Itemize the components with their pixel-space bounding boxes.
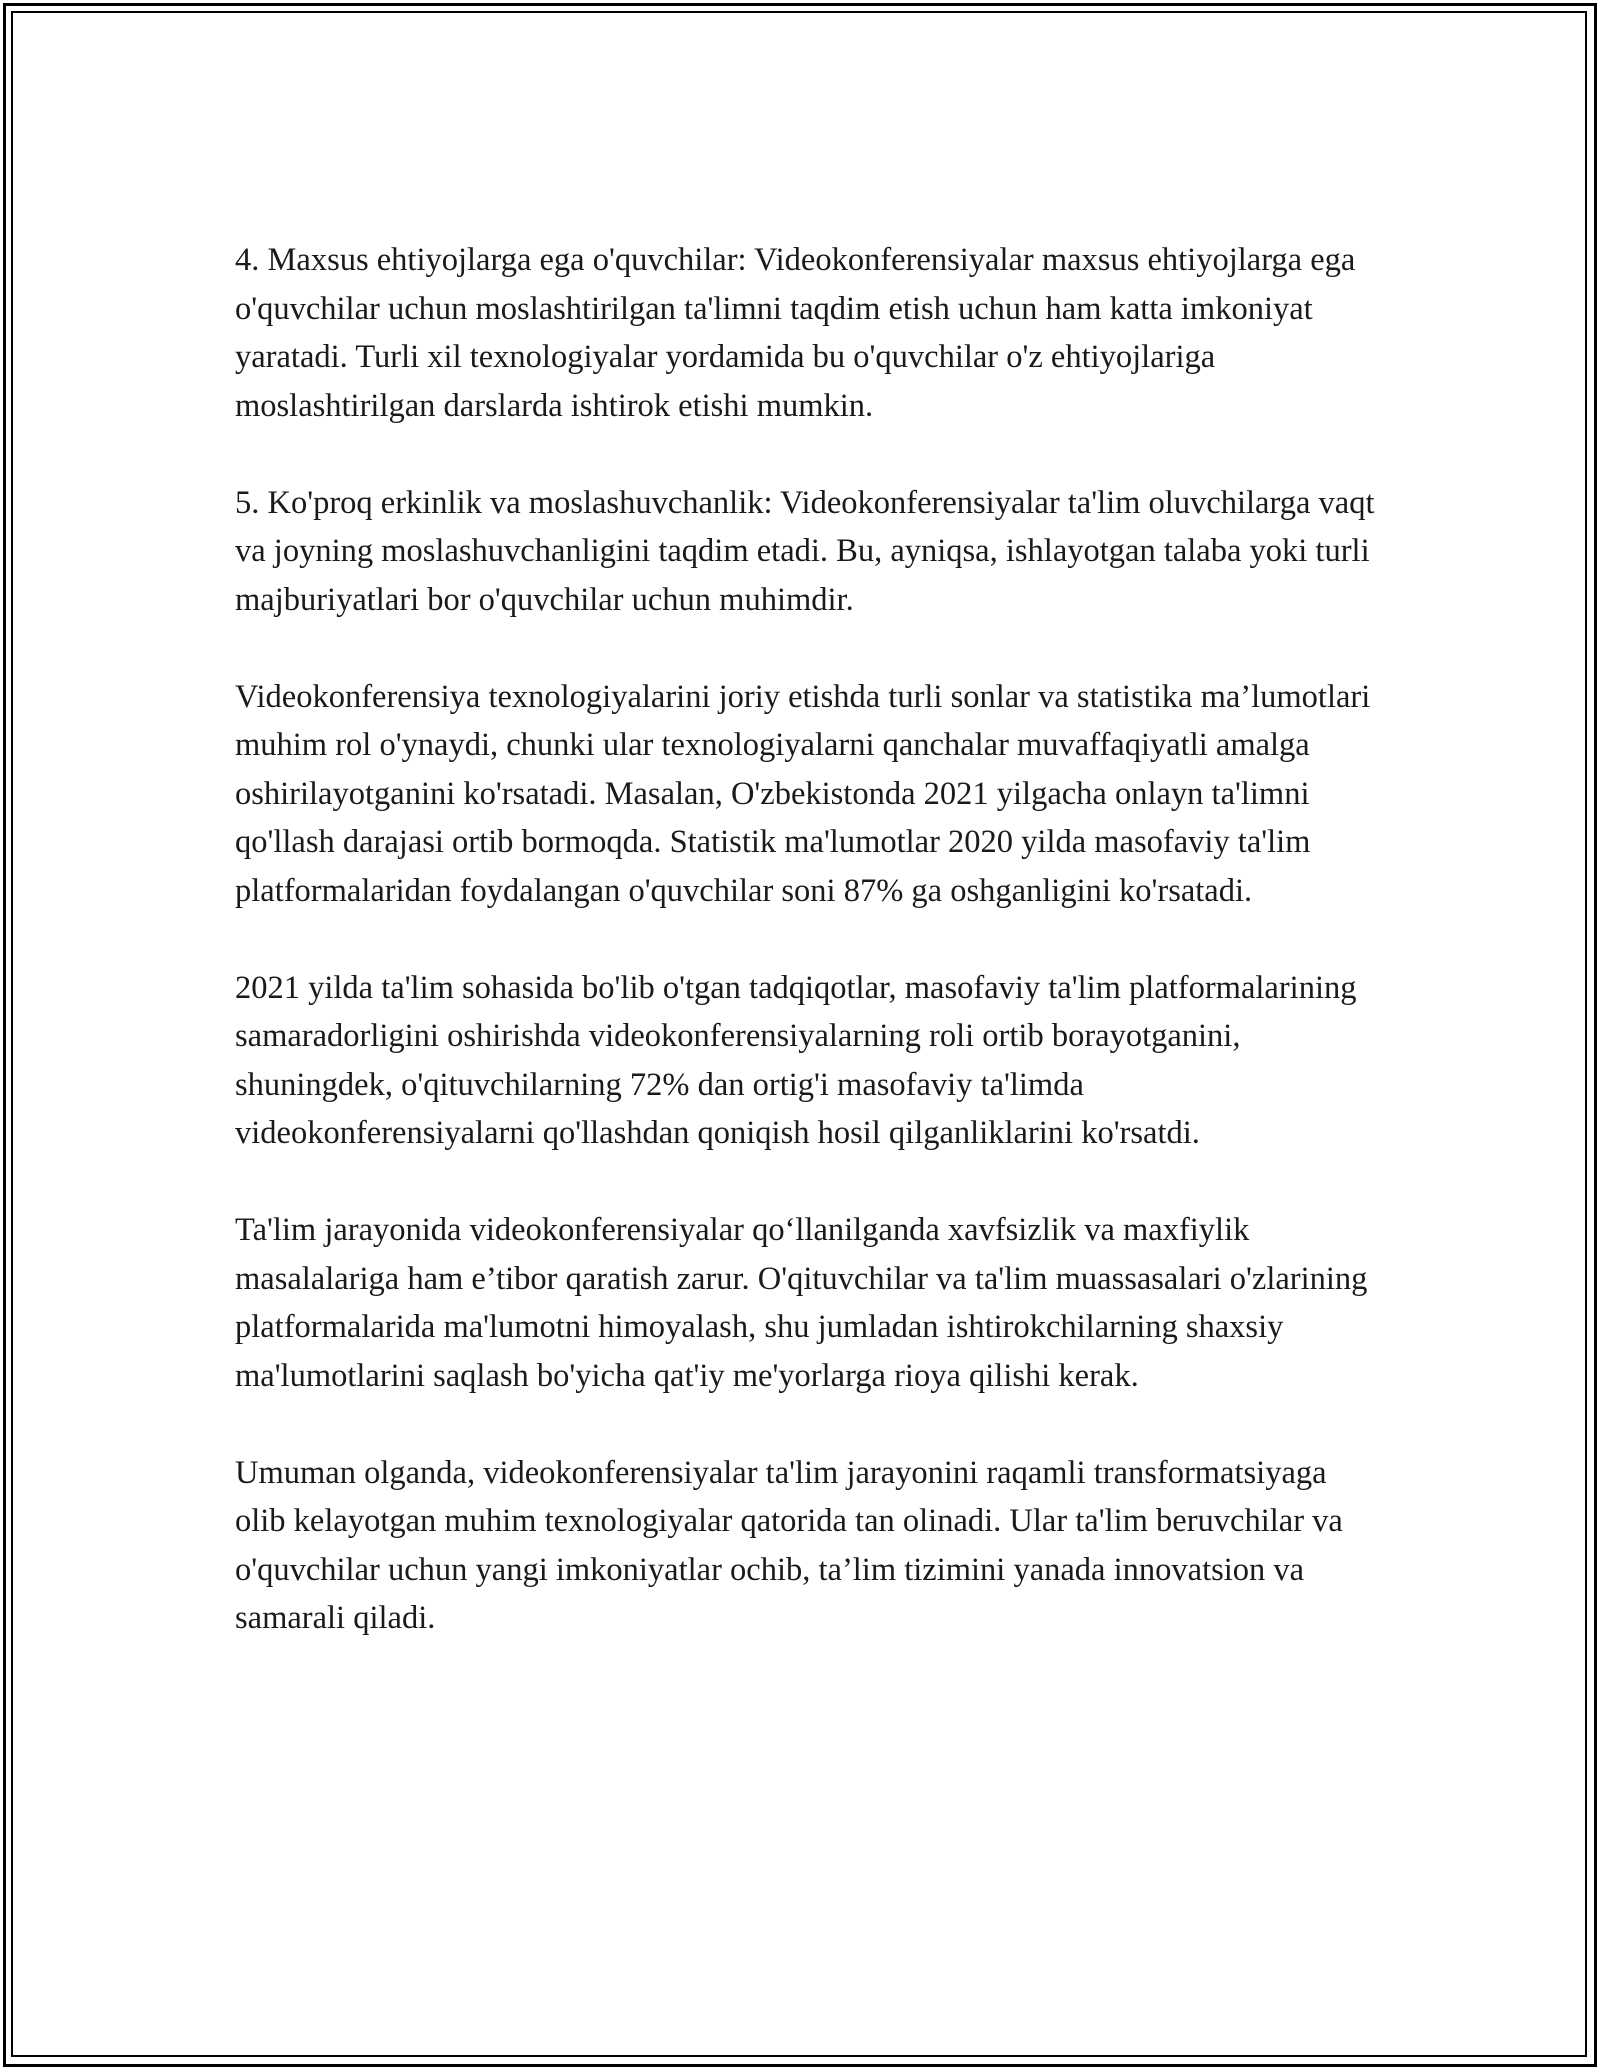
paragraph-statistics: Videokonferensiya texnologiyalarini joriy etishda turli sonlar va statistika ma’lumotlari muhim rol o'ynaydi, chunki ular texnologiyalarni qanchalar muvaffaqiyatli amalga oshirilayotganini ko'rsatadi. Masalan, O'zbekistonda 2021 yilgacha onlayn ta'limni qo'llash darajasi ortib bormoqda. Statistik ma'lumotlar 2020 yilda masofaviy ta'lim platformalaridan foydalangan o'quvchilar soni 87% ga oshganligini ko'rsatadi. <box>235 678 1371 909</box>
paragraph-flexibility: 5. Ko'proq erkinlik va moslashuvchanlik: Videokonferensiyalar ta'lim oluvchilarga vaqt va joyning moslashuvchanligini taqdim etadi. Bu, ayniqsa, ishlayotgan talaba yoki turli majburiyatlari bor o'quvchilar uchun muhimdir. <box>235 484 1375 618</box>
paragraph-research-2021: 2021 yilda ta'lim sohasida bo'lib o'tgan tadqiqotlar, masofaviy ta'lim platformalarining samaradorligini oshirishda videokonferensiyalarning roli ortib borayotganini, shuningdek, o'qituvchilarning 72% dan ortig'i masofaviy ta'limda videokonferensiyalarni qo'llashdan qoniqish hosil qilganliklarini ko'rsatdi. <box>235 969 1357 1151</box>
paragraph-conclusion: Umuman olganda, videokonferensiyalar ta'lim jarayonini raqamli transformatsiyaga olib kelayotgan muhim texnologiyalar qatorida tan olinadi. Ular ta'lim beruvchilar va o'quvchilar uchun yangi imkoniyatlar ochib, ta’lim tizimini yanada innovatsion va samarali qiladi. <box>235 1454 1343 1636</box>
paragraph-security: Ta'lim jarayonida videokonferensiyalar qo‘llanilganda xavfsizlik va maxfiylik masalalariga ham e’tibor qaratish zarur. O'qituvchilar va ta'lim muassasalari o'zlarining platformalarida ma'lumotni himoyalash, shu jumladan ishtirokchilarning shaxsiy ma'lumotlarini saqlash bo'yicha qat'iy me'yorlarga rioya qilishi kerak. <box>235 1212 1368 1394</box>
document-body <box>235 236 1385 1643</box>
paragraph-special-needs: 4. Maxsus ehtiyojlarga ega o'quvchilar: Videokonferensiyalar maxsus ehtiyojlarga ega o'quvchilar uchun moslashtirilgan ta'limni taqdim etish uchun ham katta imkoniyat yaratadi. Turli xil texnologiyalar yordamida bu o'quvchilar o'z ehtiyojlariga moslashtirilgan darslarda ishtirok etishi mumkin. <box>235 242 1356 424</box>
